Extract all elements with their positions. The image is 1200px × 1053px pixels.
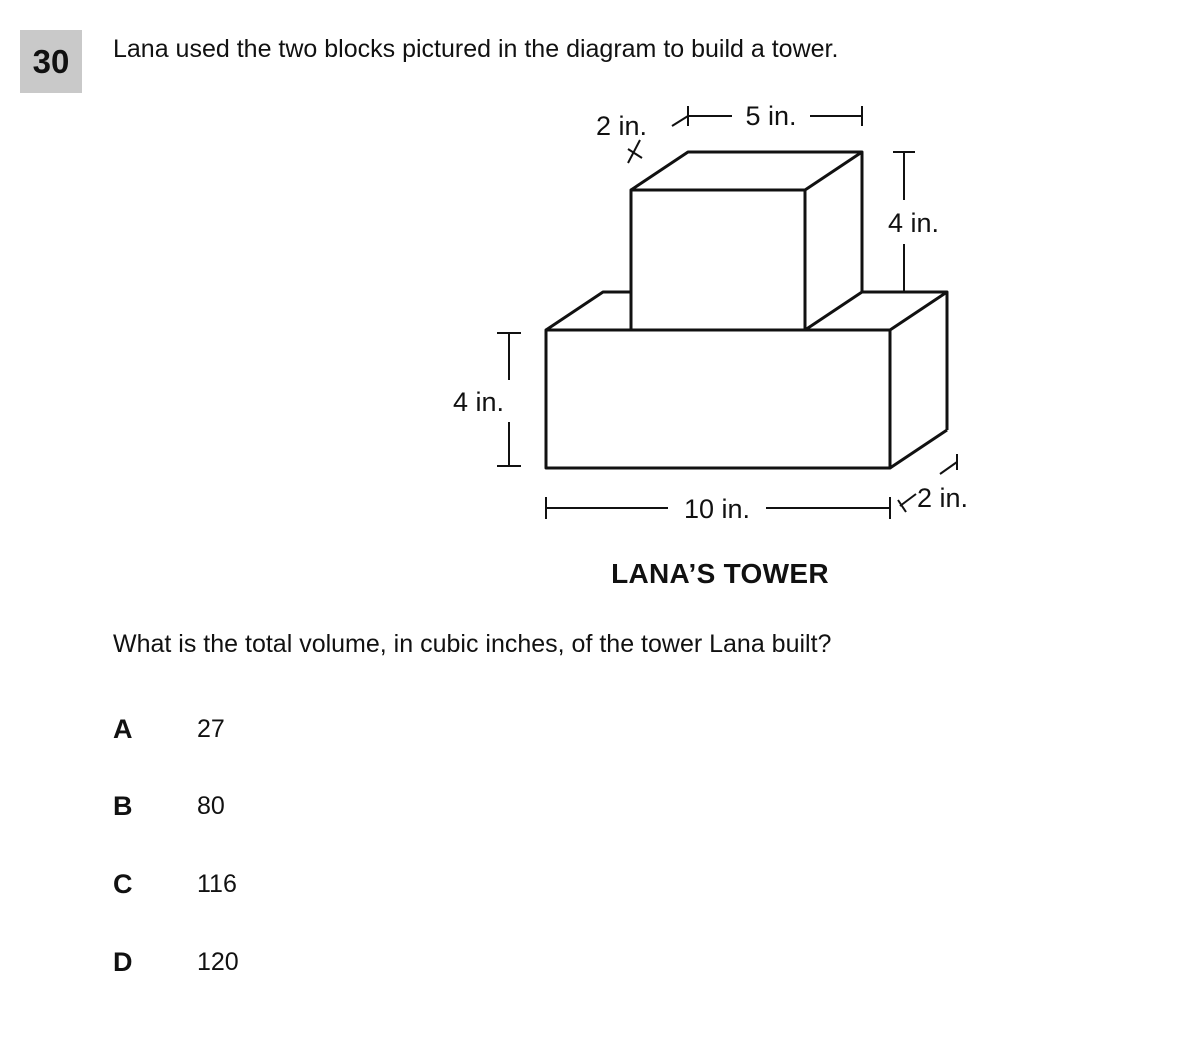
choice-letter: D — [113, 946, 133, 977]
answer-choice-d[interactable] — [113, 944, 239, 980]
figure-caption: LANA’S TOWER — [611, 558, 829, 589]
question-stem: Lana used the two blocks pictured in the diagram to build a tower. — [113, 35, 839, 63]
question-text: What is the total volume, in cubic inches, of the tower Lana built? — [113, 630, 832, 658]
label-bottom-width: 10 in. — [683, 494, 751, 524]
label-top-height: 4 in. — [888, 208, 940, 238]
bottom-block-right-diag — [890, 430, 947, 468]
choice-value: 120 — [197, 947, 239, 976]
top-block-front — [631, 190, 805, 330]
label-top-depth: 2 in. — [596, 111, 648, 141]
choice-letter: B — [113, 790, 133, 821]
answer-choice-c[interactable] — [113, 866, 237, 902]
bottom-block-top-right — [805, 292, 947, 330]
choice-value: 80 — [197, 791, 225, 820]
label-top-width: 5 in. — [745, 101, 797, 131]
choice-letter: C — [113, 868, 133, 899]
bottom-block-top-left — [546, 292, 631, 330]
choice-value: 27 — [197, 714, 225, 743]
bottom-block-front — [546, 330, 890, 468]
question-number: 30 — [32, 42, 70, 80]
top-block-top — [631, 152, 862, 190]
label-bottom-height: 4 in. — [453, 387, 505, 417]
label-bottom-depth: 2 in. — [917, 483, 969, 513]
answer-choice-a[interactable] — [113, 711, 225, 747]
answer-choice-b[interactable] — [113, 788, 225, 824]
choice-letter: A — [113, 713, 133, 744]
choice-value: 116 — [197, 869, 237, 898]
